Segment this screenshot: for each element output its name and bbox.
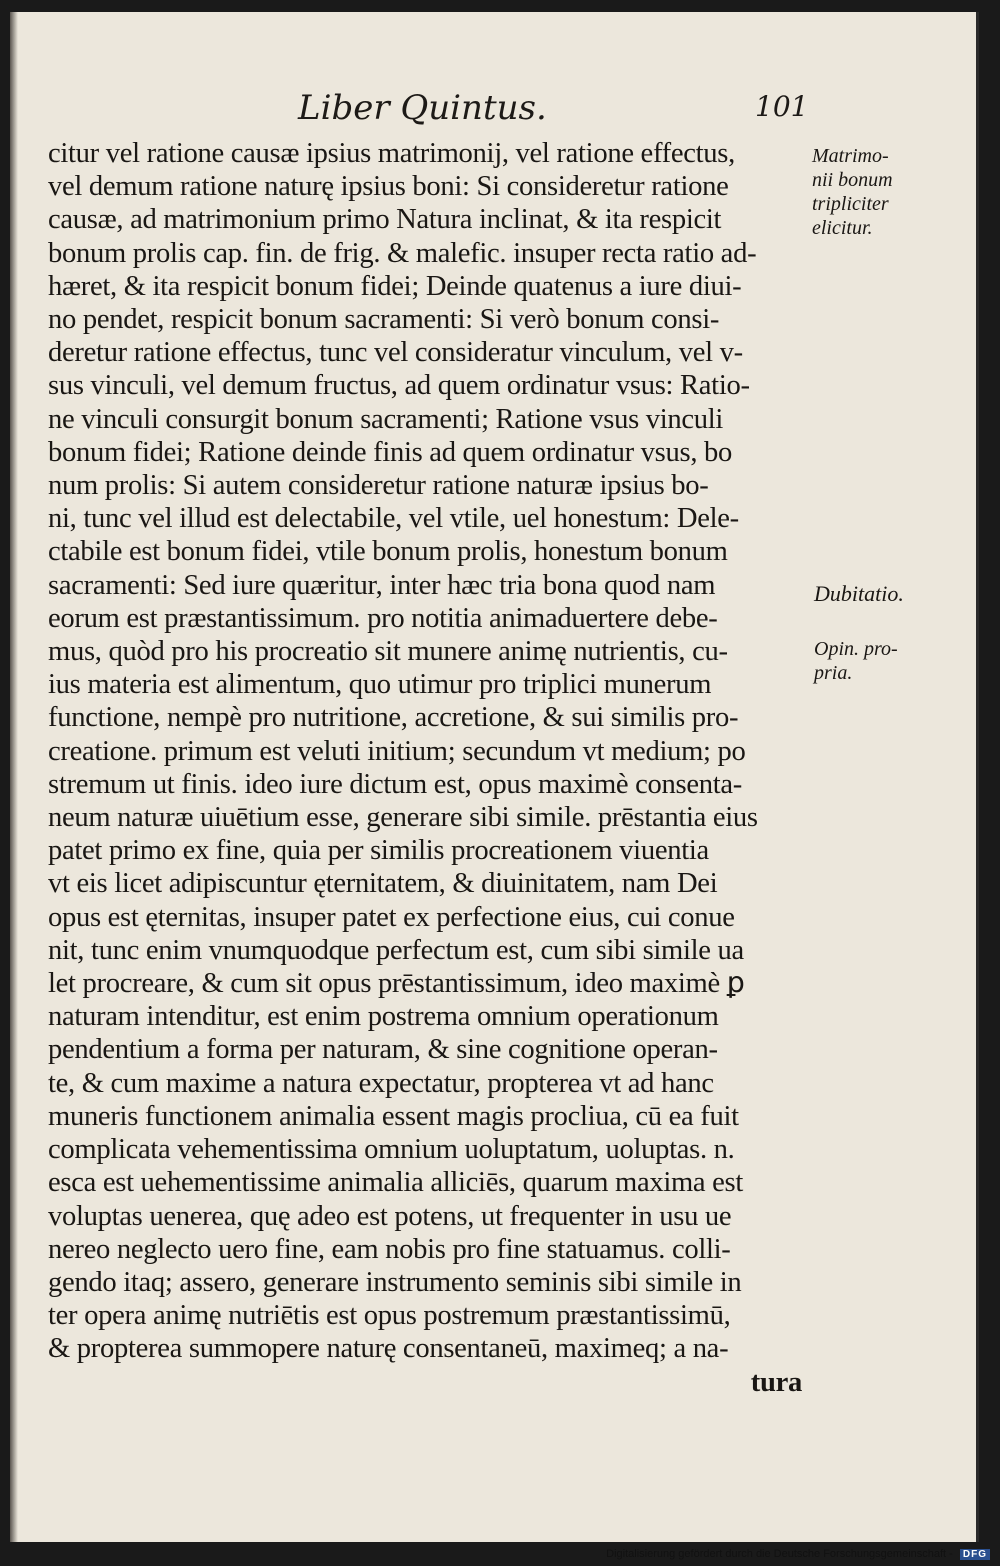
text-line: muneris functionem animalia essent magis procliua, cū ea fuit (48, 1100, 739, 1132)
text-line: ius materia est alimentum, quo utimur pro triplici munerum (48, 669, 712, 701)
text-line: sacramenti: Sed iure quæritur, inter hæc tria bona quod nam (48, 569, 716, 601)
body-text (48, 137, 808, 1399)
text-line: ter opera animę nutriētis est opus postremum præstantissimū, (48, 1300, 731, 1332)
text-line: neum naturæ uiuētium esse, generare sibi simile. prēstantia eius (48, 802, 758, 834)
text-line: te, & cum maxime a natura expectatur, propterea vt ad hanc (48, 1067, 714, 1099)
text-line: & propterea summopere naturę consentaneū, maximeq; a na- (48, 1333, 729, 1365)
text-line: ne vinculi consurgit bonum sacramenti; Ratione vsus vinculi (48, 403, 724, 435)
text-line: nit, tunc enim vnumquodque perfectum est, cum sibi simile ua (48, 934, 744, 966)
text-line: patet primo ex fine, quia per similis procreationem viuentia (48, 835, 709, 867)
text-line: citur vel ratione causæ ipsius matrimonij, vel ratione effectus, (48, 138, 735, 169)
page-edge-shadow (10, 12, 18, 1542)
book-page (10, 12, 979, 1542)
catchword: tura (750, 1366, 802, 1398)
text-line: bonum prolis cap. fin. de frig. & malefic. insuper recta ratio ad- (48, 237, 757, 269)
text-line: esca est uehementissime animalia alliciēs, quarum maxima est (48, 1167, 744, 1199)
text-line: voluptas uenerea, quę adeo est potens, ut frequenter in usu ue (48, 1200, 732, 1232)
text-line: deretur ratione effectus, tunc vel consideratur vinculum, vel v- (48, 337, 743, 369)
text-line: functione, nempè pro nutritione, accretione, & sui similis pro- (48, 702, 739, 734)
text-line: mus, quòd pro his procreatio sit munere animę nutrientis, cu- (48, 636, 728, 668)
text-line: sus vinculi, vel demum fructus, ad quem ordinatur vsus: Ratio- (48, 370, 750, 402)
margin-note-opinio: Opin. pro- pria. (814, 638, 898, 684)
text-line: ctabile est bonum fidei, vtile bonum prolis, honestum bonum (48, 536, 728, 568)
margin-note-dubitatio: Dubitatio. (814, 581, 904, 606)
page-header (10, 82, 976, 132)
page-number: 101 (755, 90, 809, 123)
text-line: vt eis licet adipiscuntur ęternitatem, & diuinitatem, nam Dei (48, 868, 718, 900)
footer-credit (10, 1548, 990, 1566)
text-line: complicata vehementissima omnium uoluptatum, uoluptas. n. (48, 1134, 735, 1166)
text-line: naturam intenditur, est enim postrema omnium operationum (48, 1001, 719, 1033)
text-line: let procreare, & cum sit opus prēstantissimum, ideo maximè ꝑ (48, 968, 745, 1000)
dfg-logo: DFG (960, 1549, 990, 1560)
text-line: pendentium a forma per naturam, & sine cognitione operan- (48, 1034, 718, 1066)
text-line: num prolis: Si autem consideretur ratione naturæ ipsius bo- (48, 470, 709, 502)
margin-note-matrimonii: Matrimo- nii bonum tripliciter elicitur. (812, 145, 893, 239)
text-line: bonum fidei; Ratione deinde finis ad quem ordinatur vsus, bo (48, 436, 733, 468)
text-line: creatione. primum est veluti initium; secundum vt medium; po (48, 735, 746, 767)
text-line: eorum est præstantissimum. pro notitia animaduertere debe- (48, 602, 718, 634)
text-line: stremum ut finis. ideo iure dictum est, opus maximè consenta- (48, 768, 743, 800)
text-line: opus est ęternitas, insuper patet ex perfectione eius, cui conue (48, 901, 735, 933)
text-line: no pendet, respicit bonum sacramenti: Si verò bonum consi- (48, 304, 720, 336)
text-line: ni, tunc vel illud est delectabile, vel vtile, uel honestum: Dele- (48, 503, 739, 535)
text-line: vel demum ratione naturę ipsius boni: Si consideretur ratione (48, 171, 729, 203)
text-line: hæret, & ita respicit bonum fidei; Deinde quatenus a iure diui- (48, 270, 742, 302)
text-line: nereo neglecto uero fine, eam nobis pro fine statuamus. colli- (48, 1233, 731, 1265)
text-line: causæ, ad matrimonium primo Natura inclinat, & ita respicit (48, 204, 722, 236)
running-title: Liber Quintus. (298, 88, 547, 128)
funding-text: Digitalisierung gefördert durch die Deutsche Forschungsgemeinschaft - (606, 1548, 953, 1560)
text-line: gendo itaq; assero, generare instrumento seminis sibi simile in (48, 1266, 742, 1298)
